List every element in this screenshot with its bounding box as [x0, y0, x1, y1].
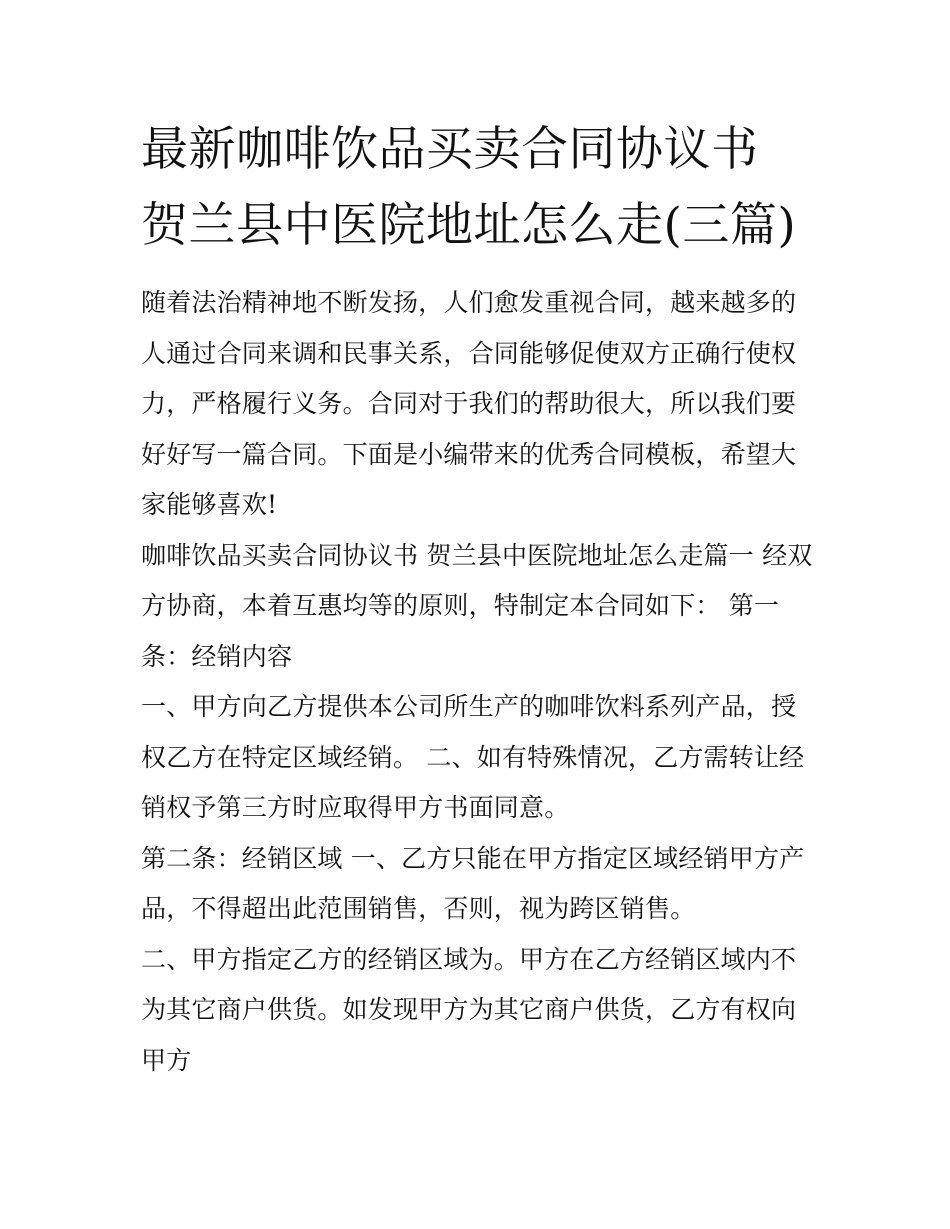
paragraph-intro: 随着法治精神地不断发扬，人们愈发重视合同，越来越多的人通过合同来调和民事关系，合同能够促使双方正确行使权力，严格履行义务。合同对于我们的帮助很大，所以我们要好好写一篇合同。下面是小编带来的优秀合同模板，希望大家能够喜欢!: [141, 288, 797, 519]
paragraph-contract-opening: 咖啡饮品买卖合同协议书 贺兰县中医院地址怎么走篇一 经双方协商，本着互惠均等的原则，特制定本合同如下： 第一条：经销内容: [141, 540, 813, 671]
document-page: [141, 112, 819, 1086]
document-body: [141, 278, 819, 1086]
paragraph-designated-area: 二、甲方指定乙方的经销区域为。甲方在乙方经销区域内不为其它商户供货。如发现甲方为其它商户供货，乙方有权向甲方: [141, 944, 797, 1075]
document-title: 最新咖啡饮品买卖合同协议书 贺兰县中医院地址怎么走(三篇): [141, 122, 797, 253]
paragraph-distribution-content: 一、甲方向乙方提供本公司所生产的咖啡饮料系列产品，授权乙方在特定区域经销。 二、如有特殊情况，乙方需转让经销权予第三方时应取得甲方书面同意。: [141, 692, 805, 822]
paragraph-distribution-area: 第二条：经销区域 一、乙方只能在甲方指定区域经销甲方产品，不得超出此范围销售，否则，视为跨区销售。: [141, 843, 805, 923]
